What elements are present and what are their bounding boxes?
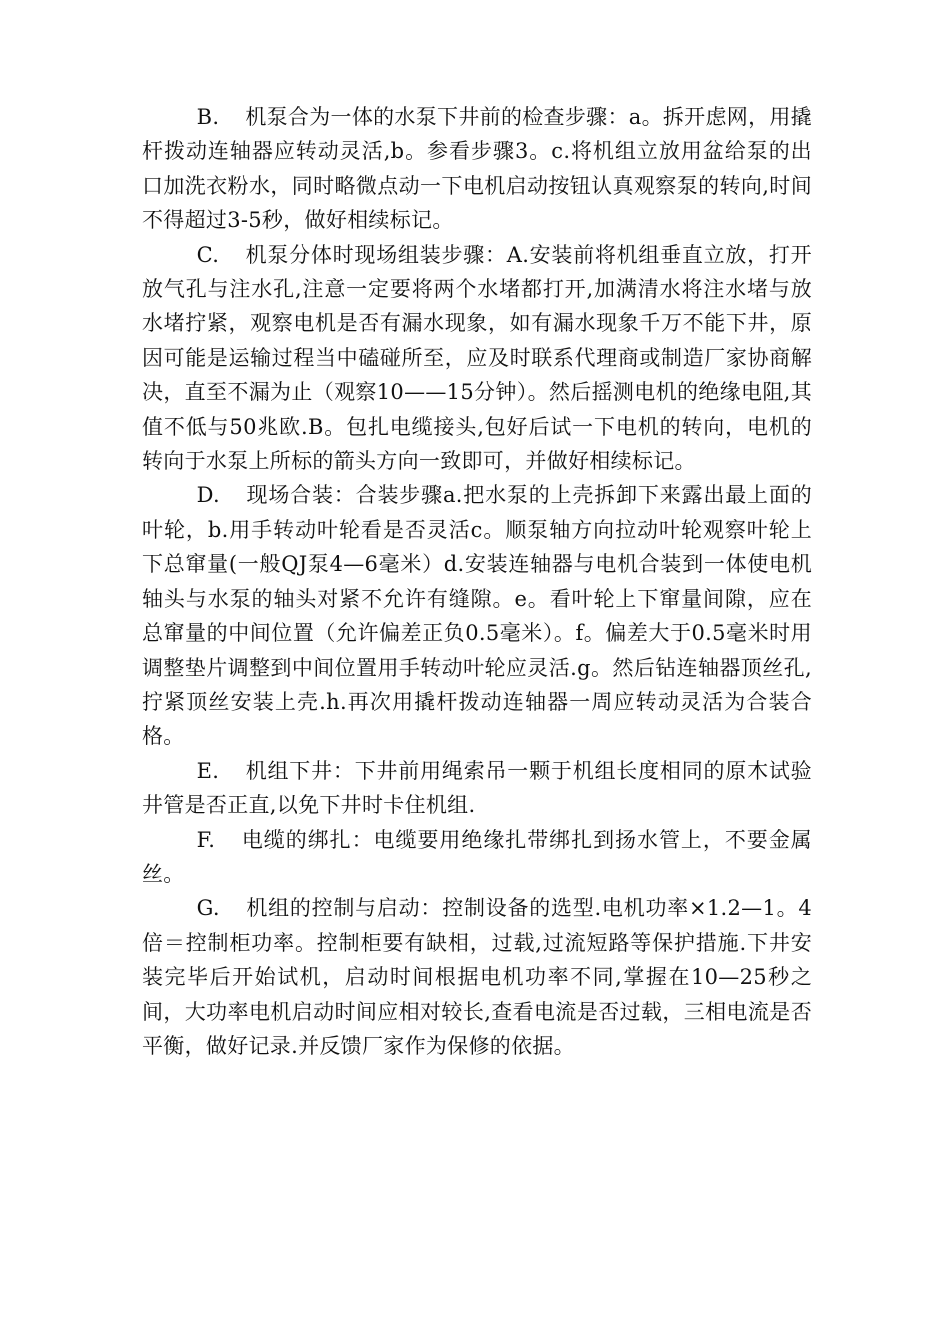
paragraph-label: E. xyxy=(196,758,220,783)
paragraph-g xyxy=(142,891,812,1063)
paragraph-label: G. xyxy=(196,896,220,921)
paragraph-label: C. xyxy=(196,242,220,267)
paragraph-d xyxy=(142,478,812,753)
paragraph-label: F. xyxy=(196,827,216,852)
paragraph-text: 机泵分体时现场组装步骤：A.安装前将机组垂直立放，打开放气孔与注水孔,注意一定要将两个水堵都打开,加满清水将注水堵与放水堵拧紧，观察电机是否有漏水现象，如有漏水现象千万不能下井，原因可能是运输过程当中磕碰所至，应及时联系代理商或制造厂家协商解决，直至不漏为止（观察10——15分钟）。然后摇测电机的绝缘电阻,其值不低与50兆欧.B。包扎电缆接头,包好后试一下电机的转向，电机的转向于水泵上所标的箭头方向一致即可，并做好相续标记。 xyxy=(142,242,812,474)
paragraph-text: 机组的控制与启动：控制设备的选型.电机功率×1.2—1。4倍＝控制柜功率。控制柜要有缺相，过载,过流短路等保护措施.下井安装完毕后开始试机，启动时间根据电机功率不同,掌握在10—25秒之间，大功率电机启动时间应相对较长,查看电流是否过载，三相电流是否平衡，做好记录.并反馈厂家作为保修的依据。 xyxy=(142,896,812,1058)
paragraph-label: B. xyxy=(196,105,220,129)
paragraph-label: D. xyxy=(196,483,220,508)
document-body xyxy=(142,100,812,1063)
paragraph-f xyxy=(142,823,812,892)
paragraph-text: 现场合装：合装步骤a.把水泵的上壳拆卸下来露出最上面的叶轮，b.用手转动叶轮看是否灵活c。顺泵轴方向拉动叶轮观察叶轮上下总窜量(一般QJ泵4—6毫米）d.安装连轴器与电机合装到一体使电机轴头与水泵的轴头对紧不允许有缝隙。e。看叶轮上下窜量间隙，应在总窜量的中间位置（允许偏差正负0.5毫米）。f。偏差大于0.5毫米时用调整垫片调整到中间位置用手转动叶轮应灵活.g。然后钻连轴器顶丝孔,拧紧顶丝安装上壳.h.再次用撬杆拨动连轴器一周应转动灵活为合装合格。 xyxy=(142,483,812,749)
paragraph-text: 机泵合为一体的水泵下井前的检查步骤：a。拆开虑网，用撬杆拨动连轴器应转动灵活,b。参看步骤3。c.将机组立放用盆给泵的出口加洗衣粉水，同时略微点动一下电机启动按钮认真观察泵的转向,时间不得超过3-5秒，做好相续标记。 xyxy=(142,105,812,233)
paragraph-e xyxy=(142,754,812,823)
paragraph-b xyxy=(142,100,812,238)
paragraph-c xyxy=(142,238,812,479)
paragraph-text: 机组下井：下井前用绳索吊一颗于机组长度相同的原木试验井管是否正直,以免下井时卡住机组. xyxy=(142,758,812,818)
paragraph-text: 电缆的绑扎：电缆要用绝缘扎带绑扎到扬水管上，不要金属丝。 xyxy=(142,827,812,886)
